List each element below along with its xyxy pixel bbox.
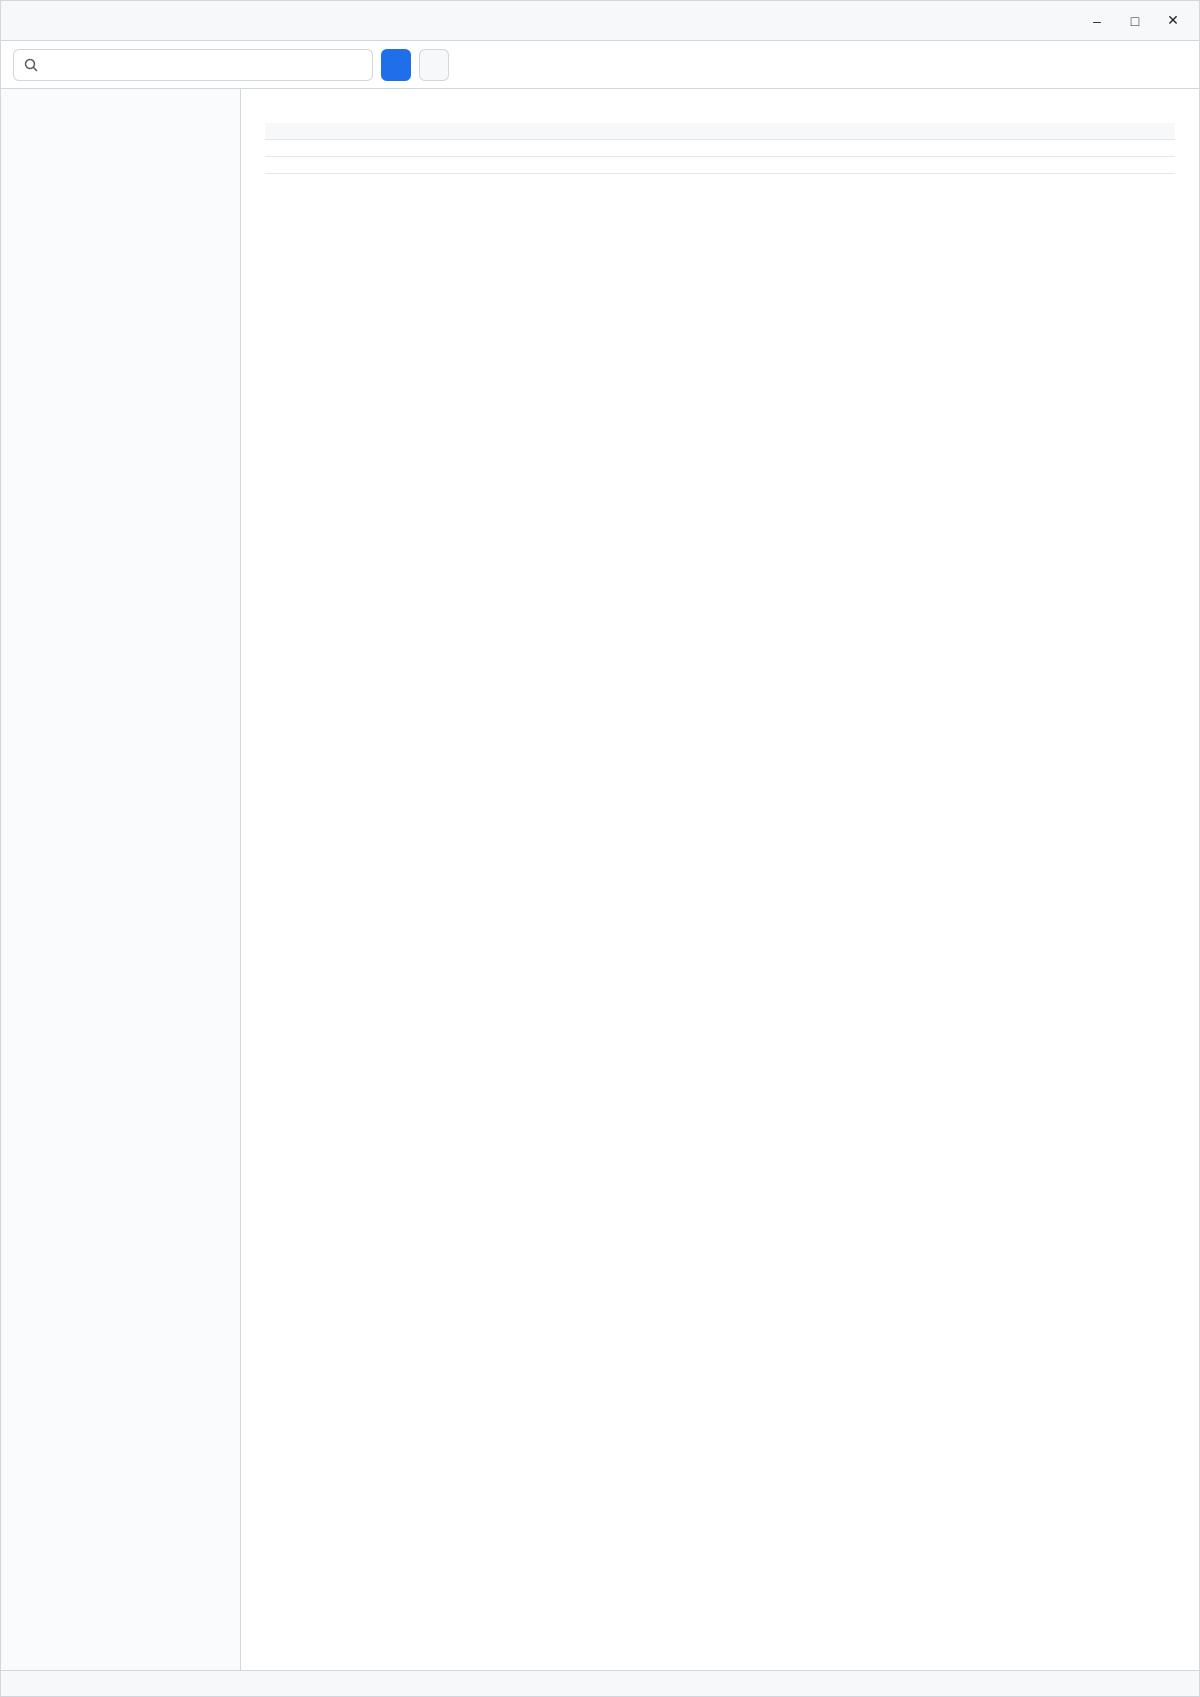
primary-button[interactable] bbox=[381, 49, 411, 81]
table-cell bbox=[265, 157, 568, 174]
sidebar-item[interactable] bbox=[1, 99, 240, 133]
search-input[interactable] bbox=[44, 57, 362, 72]
table-row[interactable] bbox=[265, 157, 1175, 174]
status-bar bbox=[1, 1670, 1199, 1696]
close-icon[interactable]: ✕ bbox=[1167, 12, 1179, 28]
maximize-icon[interactable]: □ bbox=[1130, 12, 1140, 29]
search-icon bbox=[24, 58, 38, 72]
table-cell bbox=[568, 157, 871, 174]
content-area bbox=[1, 89, 1199, 1670]
secondary-button[interactable] bbox=[419, 49, 449, 81]
toolbar bbox=[1, 41, 1199, 89]
minimize-icon[interactable]: – bbox=[1093, 12, 1101, 29]
table-cell bbox=[265, 140, 568, 157]
main-panel bbox=[241, 89, 1199, 1670]
table-cell bbox=[872, 140, 1175, 157]
search-box bbox=[13, 49, 373, 81]
table-header-row bbox=[265, 123, 1175, 140]
sidebar-item[interactable] bbox=[1, 167, 240, 201]
column-header[interactable] bbox=[568, 123, 871, 140]
data-table bbox=[265, 123, 1175, 174]
sidebar-item[interactable] bbox=[1, 133, 240, 167]
column-header[interactable] bbox=[872, 123, 1175, 140]
title-bar bbox=[1, 1, 1199, 41]
table-row[interactable] bbox=[265, 140, 1175, 157]
table-cell bbox=[872, 157, 1175, 174]
sidebar bbox=[1, 89, 241, 1670]
column-header[interactable] bbox=[265, 123, 568, 140]
table-cell bbox=[568, 140, 871, 157]
